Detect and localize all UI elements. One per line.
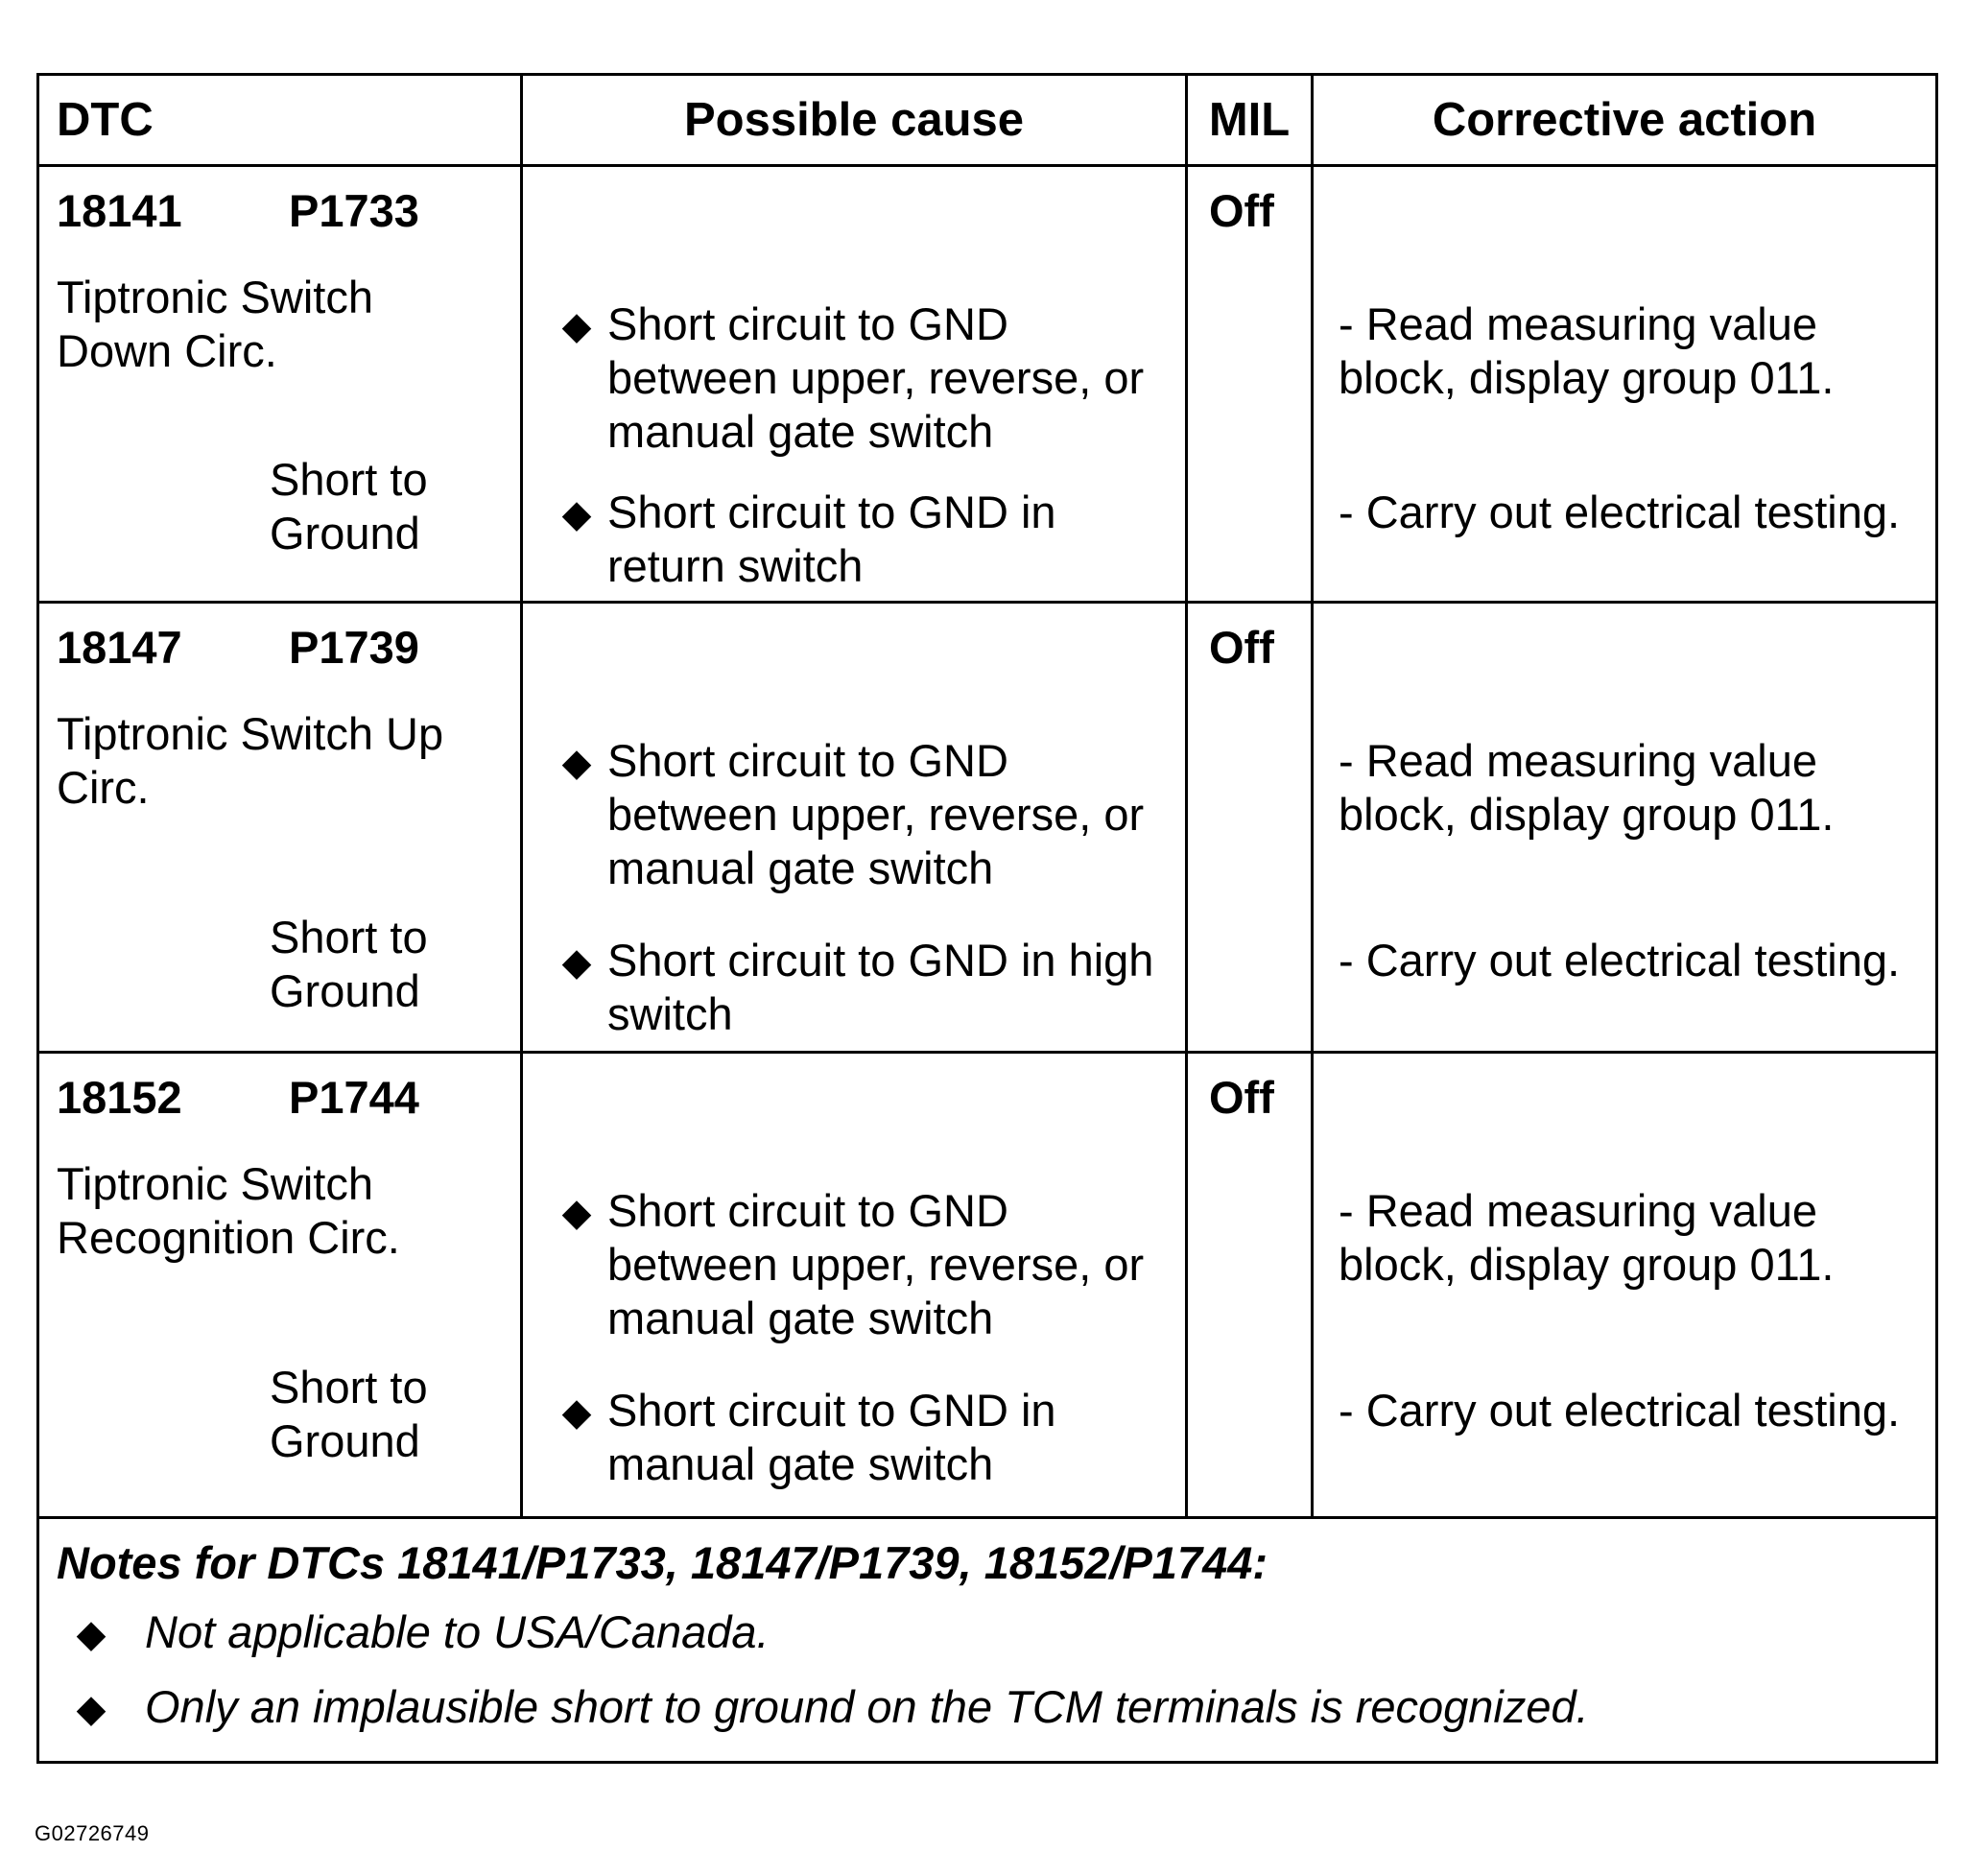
mil-status: Off: [1209, 1072, 1274, 1123]
list-item: [57, 1680, 1918, 1734]
dtc-codes: [57, 621, 419, 675]
action-cell: [1313, 1053, 1937, 1518]
notes-row: [38, 1518, 1937, 1763]
list-item: - Read measuring value block, display group 011.: [1339, 1185, 1835, 1290]
mil-cell: [1187, 1053, 1313, 1518]
cause-text: Short circuit to GND between upper, reverse, or manual gate switch: [607, 735, 1145, 893]
dtc-codes: [57, 184, 419, 238]
cause-list: [557, 297, 1166, 593]
cause-cell: [522, 166, 1187, 603]
list-item: - Read measuring value block, display group 011.: [1339, 735, 1835, 840]
action-list: [1339, 734, 1928, 987]
dtc-description: Tiptronic Switch Down Circ.: [57, 272, 373, 376]
fault-type: Short to Ground: [270, 1362, 428, 1466]
cause-text: Short circuit to GND between upper, reverse, or manual gate switch: [607, 1185, 1145, 1343]
obd-code: P1744: [289, 1072, 419, 1123]
action-list: [1339, 1184, 1928, 1437]
figure-id: G02726749: [35, 1821, 150, 1845]
dtc-table: [36, 73, 1938, 1764]
table-row: [38, 603, 1937, 1053]
header-possible-cause: Possible cause: [522, 75, 1187, 166]
list-item: - Read measuring value block, display group 011.: [1339, 298, 1835, 403]
dtc-cell: [38, 603, 522, 1053]
diamond-bullet-icon: ◆: [561, 1391, 592, 1434]
list-item: - Carry out electrical testing.: [1339, 935, 1901, 985]
notes-title: Notes for DTCs 18141/P1733, 18147/P1739, 18152/P1744:: [57, 1537, 1268, 1588]
list-item: [557, 297, 1166, 459]
note-text: Only an implausible short to ground on the TCM terminals is recognized.: [145, 1681, 1589, 1732]
action-cell: [1313, 166, 1937, 603]
action-list: [1339, 297, 1928, 539]
obd-code: P1733: [289, 185, 419, 236]
diamond-bullet-icon: ◆: [561, 305, 592, 347]
dtc-description: Tiptronic Switch Up Circ.: [57, 708, 444, 813]
dtc-code: 18152: [57, 1072, 182, 1123]
list-item: [557, 486, 1166, 593]
dtc-codes: [57, 1071, 419, 1125]
table-row: [38, 1053, 1937, 1518]
diamond-bullet-icon: ◆: [561, 1192, 592, 1234]
header-mil: MIL: [1187, 75, 1313, 166]
mil-status: Off: [1209, 185, 1274, 236]
list-item: [57, 1605, 1918, 1659]
mil-status: Off: [1209, 622, 1274, 673]
cause-text: Short circuit to GND in manual gate switch: [607, 1385, 1056, 1489]
notes-section: [39, 1519, 1935, 1734]
note-text: Not applicable to USA/Canada.: [145, 1606, 770, 1657]
list-item: [557, 734, 1166, 895]
diamond-bullet-icon: ◆: [561, 742, 592, 784]
dtc-description: Tiptronic Switch Recognition Circ.: [57, 1158, 400, 1263]
list-item: [557, 1384, 1166, 1491]
fault-type: Short to Ground: [270, 912, 428, 1016]
dtc-code: 18147: [57, 622, 182, 673]
cause-text: Short circuit to GND in high switch: [607, 935, 1154, 1039]
cause-text: Short circuit to GND between upper, reverse, or manual gate switch: [607, 298, 1145, 457]
mil-cell: [1187, 603, 1313, 1053]
header-row: [38, 75, 1937, 166]
table-row: [38, 166, 1937, 603]
notes-cell: [38, 1518, 1937, 1763]
cause-cell: [522, 603, 1187, 1053]
diamond-bullet-icon: ◆: [561, 493, 592, 535]
list-item: - Carry out electrical testing.: [1339, 487, 1901, 537]
cause-list: [557, 734, 1166, 1041]
diamond-bullet-icon: ◆: [561, 941, 592, 984]
list-item: [557, 934, 1166, 1041]
fault-type: Short to Ground: [270, 454, 428, 558]
mil-cell: [1187, 166, 1313, 603]
action-cell: [1313, 603, 1937, 1053]
dtc-cell: [38, 166, 522, 603]
cause-cell: [522, 1053, 1187, 1518]
diamond-bullet-icon: ◆: [76, 1613, 107, 1655]
header-corrective-action: Corrective action: [1313, 75, 1937, 166]
dtc-cell: [38, 1053, 522, 1518]
dtc-code: 18141: [57, 185, 182, 236]
cause-list: [557, 1184, 1166, 1491]
list-item: - Carry out electrical testing.: [1339, 1385, 1901, 1436]
cause-text: Short circuit to GND in return switch: [607, 487, 1056, 591]
list-item: [557, 1184, 1166, 1345]
obd-code: P1739: [289, 622, 419, 673]
diamond-bullet-icon: ◆: [76, 1688, 107, 1730]
header-dtc: DTC: [38, 75, 522, 166]
